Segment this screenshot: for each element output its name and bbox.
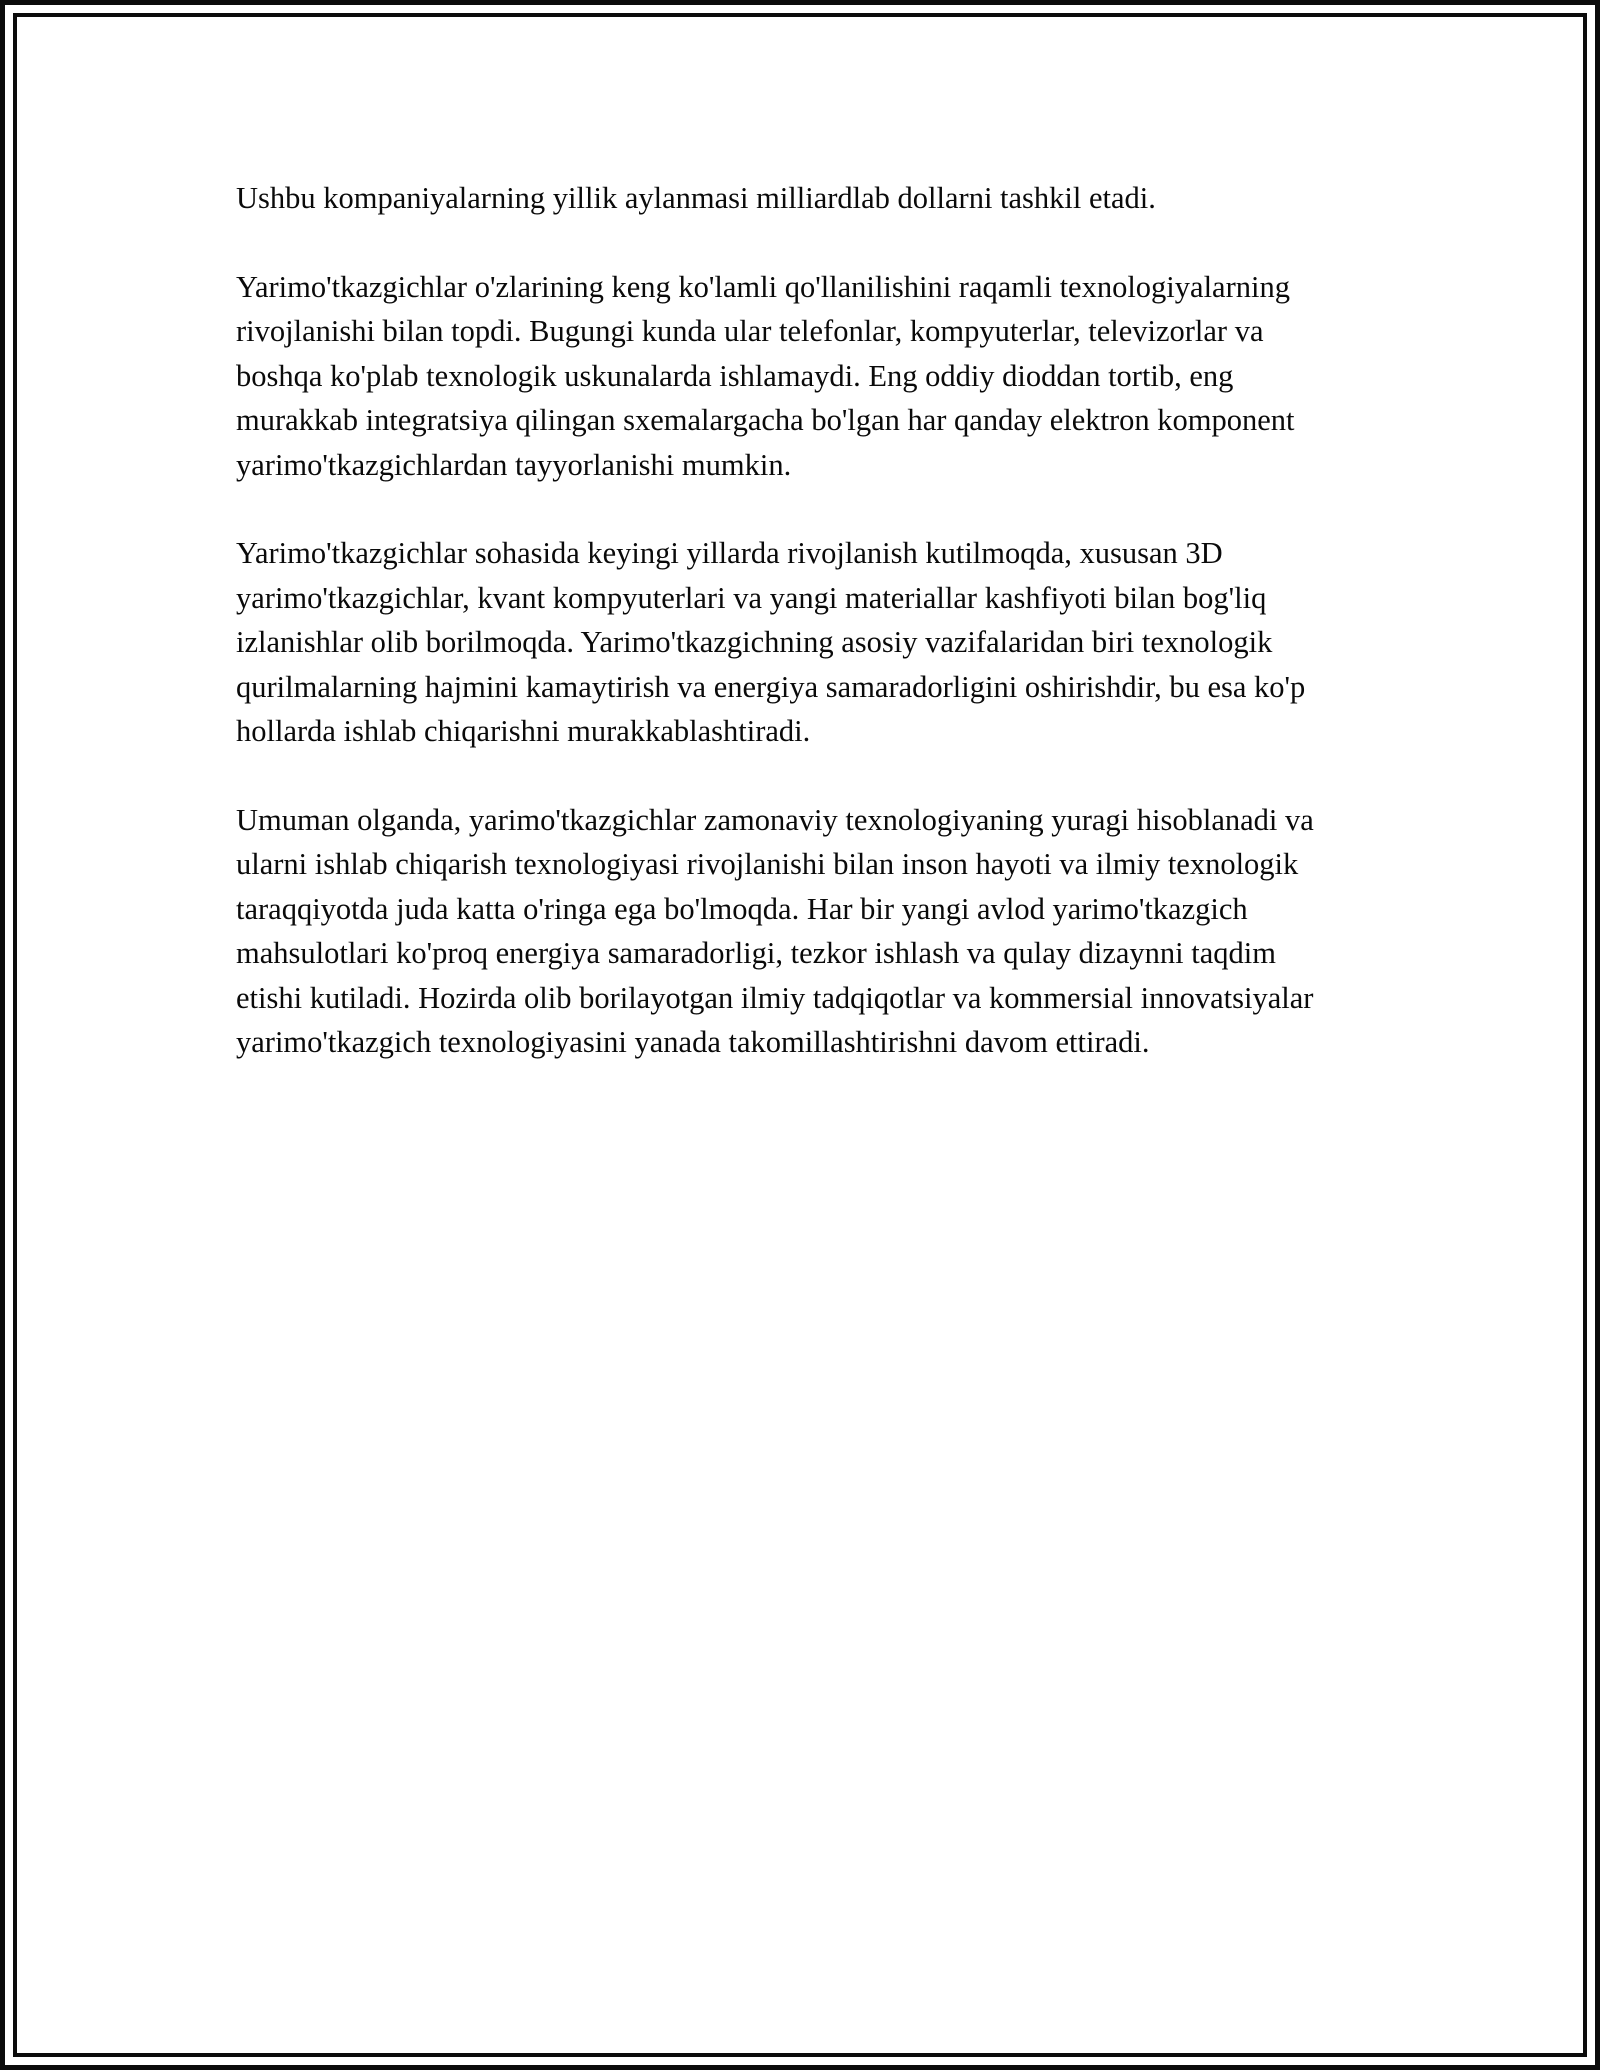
document-paragraph-1: Ushbu kompaniyalarning yillik aylanmasi milliardlab dollarni tashkil etadi. bbox=[236, 181, 1156, 215]
document-paragraph-4: Umuman olganda, yarimo'tkazgichlar zamonaviy texnologiyaning yuragi hisoblanadi va ularni ishlab chiqarish texnologiyasi rivojlanishi bilan inson hayoti va ilmiy texnologik taraqqiyotda juda katta o'ringa ega bo'lmoqda. Har bir yangi avlod yarimo'tkazgich mahsulotlari ko'proq energiya samaradorligi, tezkor ishlash va qulay dizaynni taqdim etishi kutiladi. Hozirda olib borilayotgan ilmiy tadqiqotlar va kommersial innovatsiyalar yarimo'tkazgich texnologiyasini yanada takomillashtirishni davom ettiradi. bbox=[236, 802, 1322, 1059]
document-body bbox=[236, 176, 1344, 1065]
document-paragraph-2: Yarimo'tkazgichlar o'zlarining keng ko'lamli qo'llanilishini raqamli texnologiyalarning rivojlanishi bilan topdi. Bugungi kunda ular telefonlar, kompyuterlar, televizorlar va boshqa ko'plab texnologik uskunalarda ishlamaydi. Eng oddiy dioddan tortib, eng murakkab integratsiya qilingan sxemalargacha bo'lgan har qanday elektron komponent yarimo'tkazgichlardan tayyorlanishi mumkin. bbox=[236, 269, 1303, 482]
document-paragraph-3: Yarimo'tkazgichlar sohasida keyingi yillarda rivojlanish kutilmoqda, xususan 3D yarimo'tkazgichlar, kvant kompyuterlari va yangi materiallar kashfiyoti bilan bog'liq izlanishlar olib borilmoqda. Yarimo'tkazgichning asosiy vazifalaridan biri texnologik qurilmalarning hajmini kamaytirish va energiya samaradorligini oshirishdir, bu esa ko'p hollarda ishlab chiqarishni murakkablashtiradi. bbox=[236, 536, 1313, 748]
